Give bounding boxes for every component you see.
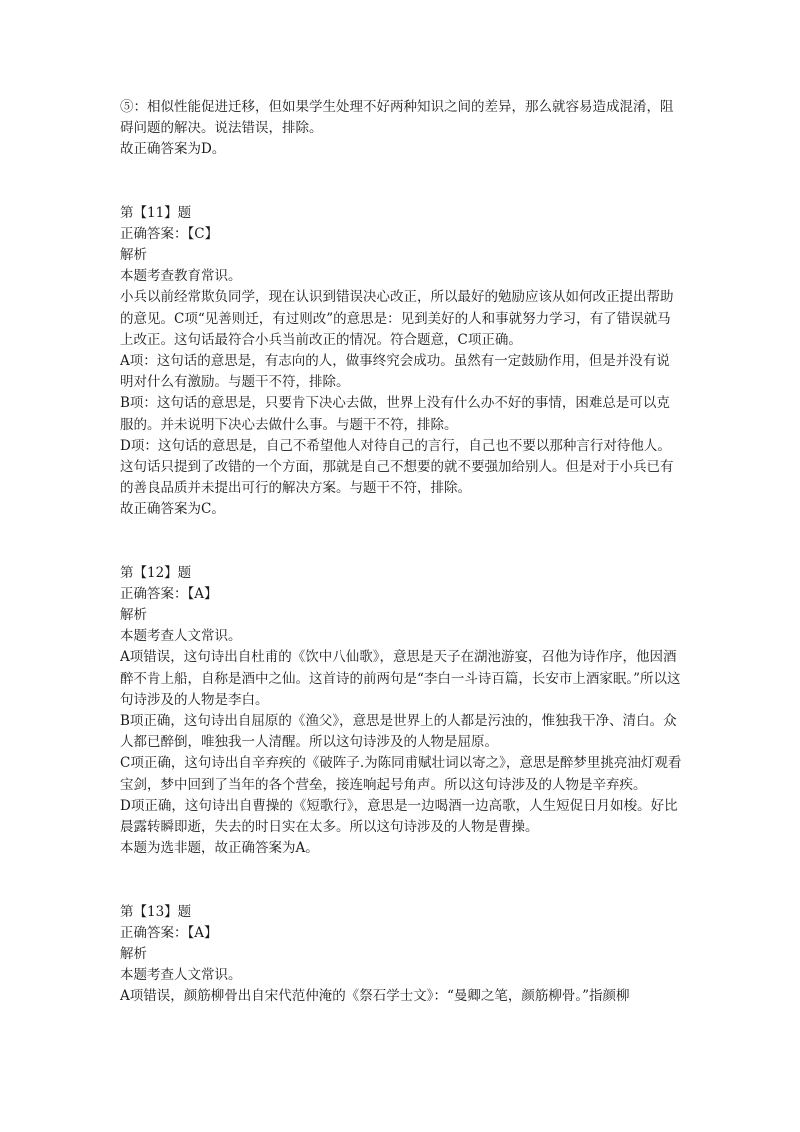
analysis-line: C项正确，这句诗出自辛弃疾的《破阵子.为陈同甫赋壮词以寄之》，意思是醉梦里挑亮油灯观看宝剑，梦中回到了当年的各个营垒，接连响起号角声。所以这句诗涉及的人物是辛弃疾。: [120, 755, 682, 793]
analysis-label: 解析: [120, 945, 147, 962]
question-13: [120, 902, 682, 1008]
question-12: [120, 563, 682, 860]
question-11: [120, 203, 682, 521]
analysis-line: D项：这句话的意思是，自己不希望他人对待自己的言行，自己也不要以那种言行对待他人。这句话只提到了改错的一个方面，那就是自己不想要的就不要强加给别人。但是对于小兵已有的善良品质并未提出可行的解决方案。与题干不符，排除。: [120, 437, 674, 497]
section-spacer: [120, 521, 682, 563]
question-heading: 第【12】题: [120, 564, 192, 581]
analysis-line: B项正确，这句诗出自屈原的《渔父》，意思是世界上的人都是污浊的，惟独我干净、清白。众人都已醉倒，唯独我一人清醒。所以这句诗涉及的人物是屈原。: [120, 713, 677, 751]
question-heading: 第【11】题: [120, 204, 192, 221]
document-content: [120, 97, 682, 1008]
intro-paragraph: ⑤：相似性能促进迁移，但如果学生处理不好两种知识之间的差异，那么就容易造成混淆，阻碍问题的解决。说法错误，排除。: [120, 99, 674, 137]
analysis-line: A项错误，颜筋柳骨出自宋代范仲淹的《祭石学士文》：“曼卿之笔，颜筋柳骨。”指颜柳: [120, 988, 630, 1005]
analysis-line: D项正确，这句诗出自曹操的《短歌行》，意思是一边喝酒一边高歌，人生短促日月如梭。好比晨露转瞬即逝，失去的时日实在太多。所以这句诗涉及的人物是曹操。: [120, 797, 678, 836]
analysis-line: 本题考查人文常识。: [120, 628, 242, 645]
correct-answer: 正确答案：【A】: [120, 924, 218, 941]
analysis-line: 小兵以前经常欺负同学，现在认识到错误决心改正，所以最好的勉励应该从如何改正提出帮助的意见。C项“见善则迁，有过则改”的意思是：见到美好的人和事就努力学习，有了错误就马上改正。这句话最符合小兵当前改正的情况。符合题意，C项正确。: [120, 289, 674, 348]
analysis-line: 本题考查人文常识。: [120, 967, 242, 984]
analysis-label: 解析: [120, 607, 147, 624]
analysis-line: B项：这句话的意思是，只要肯下决心去做，世界上没有什么办不好的事情，困难总是可以克服的。并未说明下决心去做什么事。与题干不符，排除。: [120, 395, 670, 433]
correct-answer: 正确答案：【A】: [120, 585, 218, 602]
analysis-conclusion: 本题为选非题，故正确答案为A。: [120, 840, 319, 857]
intro-block: [120, 97, 682, 161]
question-heading: 第【13】题: [120, 903, 192, 920]
analysis-line: 本题考查教育常识。: [120, 268, 242, 285]
analysis-label: 解析: [120, 247, 147, 264]
analysis-line: A项错误，这句诗出自杜甫的《饮中八仙歌》，意思是天子在湖池游宴，召他为诗作序，他因酒醉不肯上船，自称是酒中之仙。这首诗的前两句是“李白一斗诗百篇，长安市上酒家眠。”所以这句诗涉及的人物是李白。: [120, 649, 681, 708]
analysis-line: A项：这句话的意思是，有志向的人，做事终究会成功。虽然有一定鼓励作用，但是并没有说明对什么有激励。与题干不符，排除。: [120, 353, 670, 391]
intro-conclusion: 故正确答案为D。: [120, 141, 226, 158]
section-spacer: [120, 161, 682, 203]
analysis-conclusion: 故正确答案为C。: [120, 501, 225, 518]
section-spacer: [120, 860, 682, 902]
correct-answer: 正确答案：【C】: [120, 225, 219, 242]
